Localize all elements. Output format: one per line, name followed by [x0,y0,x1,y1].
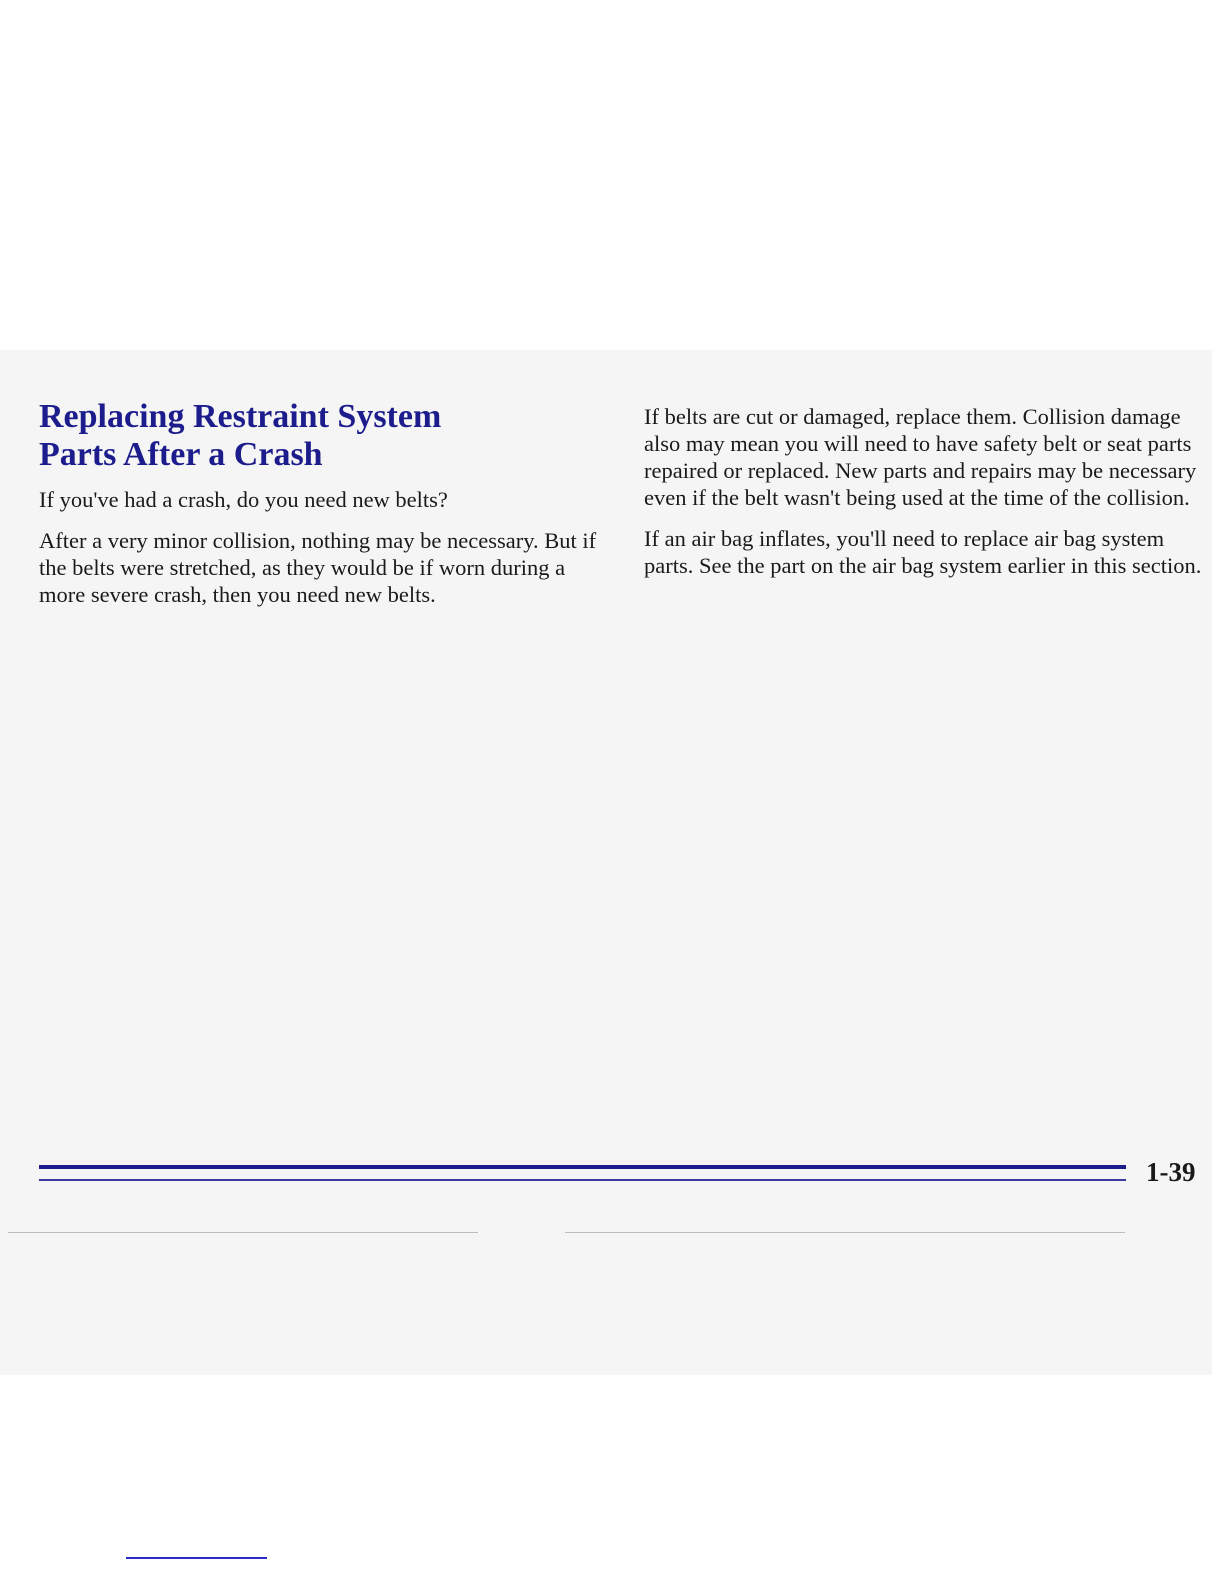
right-column [644,403,1209,593]
scan-divider-left [8,1232,478,1233]
page-number: 1-39 [1146,1157,1196,1187]
paragraph-minor-collision: After a very minor collision, nothing may be necessary. But if the belts were stretched, as they would be if worn during a more severe crash, then you need new belts. [39,528,597,607]
paragraph-crash-question: If you've had a crash, do you need new belts? [39,487,448,512]
left-column [39,486,604,622]
scan-divider-right [565,1232,1125,1233]
footnote-divider [126,1557,267,1559]
section-heading [39,398,599,474]
heading-line-1: Replacing Restraint System [39,398,442,435]
footer-rule-thin [39,1179,1126,1181]
heading-line-2: Parts After a Crash [39,436,323,473]
paragraph-damaged-belts: If belts are cut or damaged, replace them. Collision damage also may mean you will need to have safety belt or seat parts repaired or replaced. New parts and repairs may be necessary even if the belt wasn't being used at the time of the collision. [644,404,1197,510]
paragraph-air-bag-inflates: If an air bag inflates, you'll need to replace air bag system parts. See the part on the air bag system earlier in this section. [644,526,1202,578]
footer-rule-thick [39,1165,1126,1169]
